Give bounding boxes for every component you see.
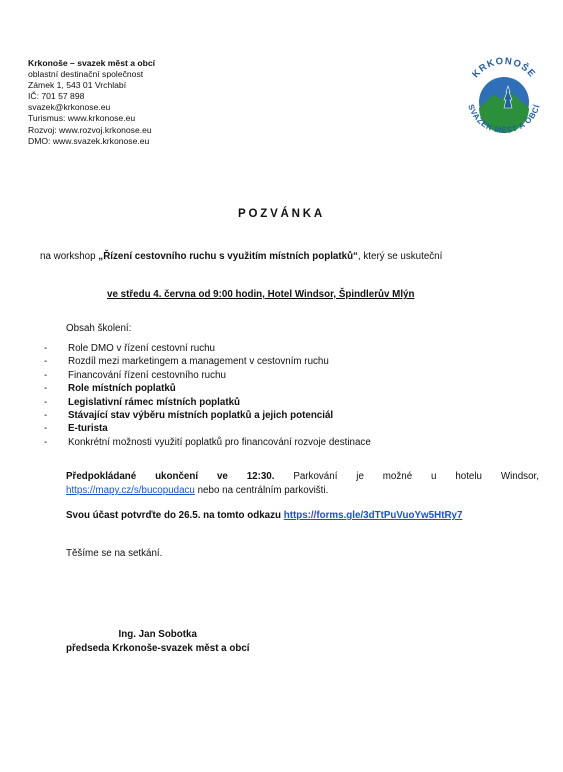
logo-top-text: KRKONOŠE [470, 55, 538, 81]
workshop-name: „Řízení cestovního ruchu s využitím místních poplatků“ [98, 251, 358, 262]
signatory-role: předseda Krkonoše-svazek měst a obcí [66, 643, 250, 654]
list-item [44, 396, 371, 409]
event-when-where: ve středu 4. června od 9:00 hodin, Hotel Windsor, Špindlerův Mlýn [107, 289, 415, 300]
topics-list [44, 342, 371, 449]
sender-line: Rozvoj: www.rozvoj.krkonose.eu [28, 124, 152, 135]
word: Parkování [293, 471, 338, 482]
intro-prefix: na workshop [40, 251, 96, 262]
registration-link[interactable]: https://forms.gle/3dTtPuVuoYw5HtRy7 [283, 510, 463, 521]
sender-block [28, 58, 155, 147]
list-item [44, 409, 371, 422]
word: ve [216, 471, 228, 482]
word: Předpokládané [66, 471, 137, 482]
sender-line: DMO: www.svazek.krkonose.eu [28, 135, 150, 146]
sender-org: Krkonoše – svazek měst a obcí [28, 58, 156, 68]
topic-text: Legislativní rámec místních poplatků [68, 396, 241, 408]
word: možné [382, 471, 413, 482]
list-item [44, 422, 371, 435]
word: je [356, 471, 364, 482]
topic-text: Konkrétní možnosti využití poplatků pro financování rozvoje destinace [68, 436, 371, 448]
topic-text: Financování řízení cestovního ruchu [68, 369, 226, 381]
end-parking-paragraph [66, 470, 539, 498]
sender-line: oblastní destinační společnost [28, 69, 144, 80]
justified-line [66, 470, 539, 484]
list-item [44, 382, 371, 395]
word: Windsor, [500, 471, 539, 482]
confirm-text: Svou účast potvrďte do 26.5. na tomto odkazu [66, 510, 284, 521]
bullet-dash: - [44, 383, 48, 395]
signature-block [66, 628, 250, 656]
word: ukončení [155, 471, 199, 482]
bullet-dash: - [44, 343, 48, 354]
intro-line [40, 251, 442, 262]
intro-suffix: , který se uskuteční [357, 251, 443, 262]
bullet-dash: - [44, 410, 48, 422]
signatory-name: Ing. Jan Sobotka [118, 629, 197, 640]
confirm-paragraph [66, 510, 462, 521]
content-label: Obsah školení: [66, 323, 132, 334]
topic-text: Role DMO v řízení cestovní ruchu [68, 343, 216, 354]
bullet-dash: - [44, 423, 48, 435]
list-item [44, 355, 371, 368]
document-title: POZVÁNKA [238, 208, 325, 220]
topic-text: E-turista [68, 423, 108, 435]
closing-line: Těšíme se na setkání. [66, 548, 163, 559]
list-item [44, 342, 371, 355]
topic-text: Role místních poplatků [68, 383, 176, 395]
bullet-dash: - [44, 396, 48, 408]
topic-text: Stávající stav výběru místních poplatků a jejich potenciál [68, 410, 334, 422]
topic-text: Rozdíl mezi marketingem a management v cestovním ruchu [68, 356, 329, 368]
word: hotelu [455, 471, 483, 482]
svg-text:KRKONOŠE [470, 56, 538, 80]
sender-line: Zámek 1, 543 01 Vrchlabí [28, 80, 127, 91]
sender-line: svazek@krkonose.eu [28, 102, 111, 113]
word: u [431, 471, 437, 482]
bullet-dash: - [44, 356, 48, 368]
second-line [66, 484, 539, 498]
bullet-dash: - [44, 436, 48, 448]
bullet-dash: - [44, 369, 48, 381]
krkonose-logo [458, 52, 550, 152]
sender-line: IČ: 701 57 898 [28, 91, 85, 102]
list-item [44, 369, 371, 382]
logo-bottom-text: SVAZEK MĚST A OBCÍ [466, 103, 542, 136]
word: 12:30. [246, 471, 275, 482]
map-link[interactable]: https://mapy.cz/s/bucopudacu [66, 485, 195, 496]
list-item [44, 436, 371, 449]
parking-rest: nebo na centrálním parkovišti. [194, 485, 329, 496]
sender-line: Turismus: www.krkonose.eu [28, 113, 136, 124]
